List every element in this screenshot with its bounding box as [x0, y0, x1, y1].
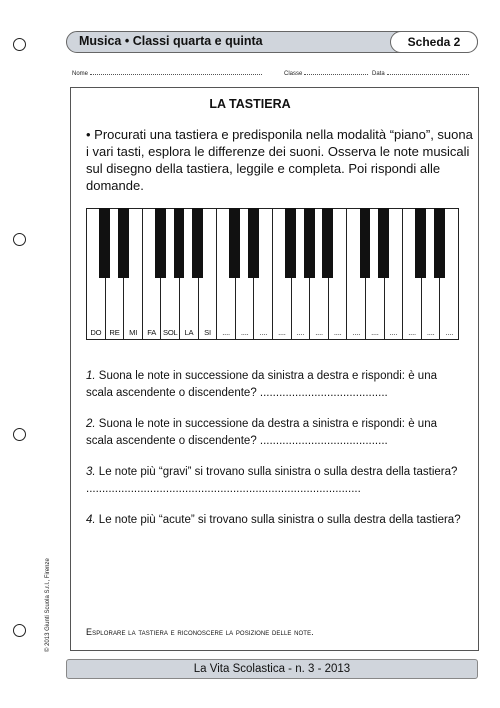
key-label: .... — [408, 328, 416, 337]
data-field[interactable] — [372, 68, 469, 77]
question-3 — [86, 464, 466, 498]
student-fields — [72, 68, 474, 80]
objective-text: Esplorare la tastiera e riconoscere la posizione delle note. — [86, 627, 314, 637]
question-1 — [86, 368, 466, 402]
black-key[interactable] — [174, 208, 185, 278]
question-text: Suona le note in successione da sinistra a destra e rispondi: è una scala ascendente o discendente? ........................................ — [86, 370, 437, 399]
question-text: Le note più “gravi” si trovano sulla sinistra o sulla destra della tastiera? ...................................................................................... — [86, 466, 458, 495]
key-label: .... — [389, 328, 398, 337]
question-text: Le note più “acute” si trovano sulla sinistra o sulla destra della tastiera? — [98, 514, 461, 526]
black-key[interactable] — [248, 208, 259, 278]
black-key[interactable] — [155, 208, 166, 278]
key-label: .... — [426, 328, 435, 337]
black-key[interactable] — [360, 208, 371, 278]
key-label: .... — [352, 328, 361, 337]
classe-label: Classe — [284, 71, 303, 77]
classe-field[interactable] — [284, 68, 368, 77]
key-label: .... — [240, 328, 249, 337]
key-label: SI — [204, 328, 211, 337]
key-label: DO — [90, 328, 102, 337]
black-key[interactable] — [285, 208, 296, 278]
key-label: LA — [184, 328, 194, 337]
key-label: .... — [259, 328, 268, 337]
scheda-badge: Scheda 2 — [390, 31, 478, 53]
black-key[interactable] — [192, 208, 203, 278]
key-label: SOL — [162, 328, 178, 337]
piano-keyboard — [86, 208, 458, 340]
black-key[interactable] — [434, 208, 445, 278]
question-number: 3. — [86, 466, 96, 478]
key-label: .... — [296, 328, 305, 337]
binder-hole — [13, 38, 26, 51]
intro-text: • Procurati una tastiera e predisponila nella modalità “piano”, suona i vari tasti, esplora le differenze dei suoni. Osserva le note musicali sul disegno della tastiera, leggile e completa. Poi rispondi alle domande. — [86, 127, 473, 193]
nome-field[interactable] — [72, 68, 262, 77]
key-label: RE — [109, 328, 120, 337]
key-label: .... — [278, 328, 286, 337]
page-title: LA TASTIERA — [209, 97, 291, 111]
black-key[interactable] — [304, 208, 315, 278]
black-key[interactable] — [118, 208, 129, 278]
black-key[interactable] — [322, 208, 333, 278]
header-bar — [66, 31, 478, 53]
footer-bar: La Vita Scolastica - n. 3 - 2013 — [66, 659, 478, 679]
key-label: .... — [222, 328, 230, 337]
header-title: Musica • Classi quarta e quinta — [79, 34, 263, 48]
key-label: .... — [315, 328, 323, 337]
question-number: 1. — [86, 370, 96, 382]
key-label: MI — [129, 328, 138, 337]
key-label: .... — [445, 328, 454, 337]
question-number: 2. — [86, 418, 96, 430]
key-label: .... — [333, 328, 342, 337]
black-key[interactable] — [378, 208, 389, 278]
question-number: 4. — [86, 514, 96, 526]
black-key[interactable] — [99, 208, 110, 278]
data-label: Data — [372, 71, 385, 77]
nome-label: Nome — [72, 71, 89, 77]
question-2 — [86, 416, 466, 450]
binder-hole — [13, 233, 26, 246]
binder-hole — [13, 428, 26, 441]
key-label: .... — [371, 328, 379, 337]
binder-hole — [13, 624, 26, 637]
copyright-text: © 2013 Giunti Scuola S.r.l., Firenze — [45, 558, 51, 652]
question-4 — [86, 512, 466, 529]
black-key[interactable] — [229, 208, 240, 278]
key-label: FA — [147, 328, 157, 337]
question-text: Suona le note in successione da destra a sinistra e rispondi: è una scala ascendente o discendente? ........................................ — [86, 418, 437, 447]
black-key[interactable] — [415, 208, 426, 278]
